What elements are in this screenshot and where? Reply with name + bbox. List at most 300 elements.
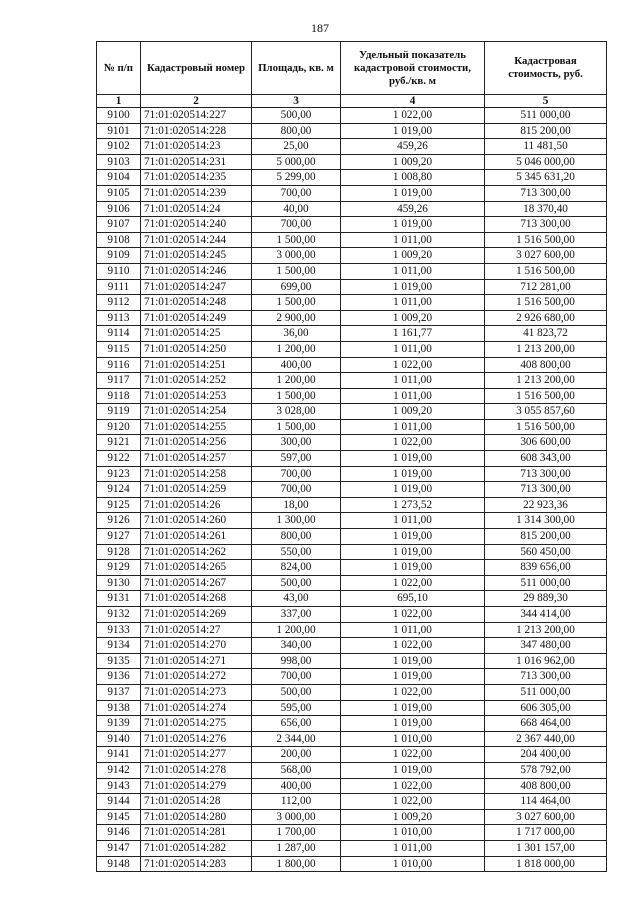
area-cell: 500,00: [252, 108, 341, 124]
cadastral-number-cell: 71:01:020514:277: [141, 747, 252, 763]
cadastral-value-cell: 606 305,00: [485, 700, 607, 716]
unit-value-cell: 1 019,00: [341, 560, 485, 576]
cadastral-number-cell: 71:01:020514:27: [141, 622, 252, 638]
row-number-cell: 9115: [97, 341, 141, 357]
unit-value-cell: 1 011,00: [341, 263, 485, 279]
cadastral-value-cell: 511 000,00: [485, 684, 607, 700]
unit-value-cell: 459,26: [341, 139, 485, 155]
unit-value-cell: 1 010,00: [341, 825, 485, 841]
row-number-cell: 9132: [97, 607, 141, 623]
table-row: [97, 794, 607, 810]
cadastral-value-cell: 1 314 300,00: [485, 513, 607, 529]
header-unit-value: Удельный показатель кадастровой стоимости, руб./кв. м: [341, 42, 485, 95]
cadastral-number-cell: 71:01:020514:283: [141, 856, 252, 872]
cadastral-number-cell: 71:01:020514:259: [141, 482, 252, 498]
cadastral-number-cell: 71:01:020514:271: [141, 653, 252, 669]
cadastral-value-cell: 578 792,00: [485, 762, 607, 778]
unit-value-cell: 1 011,00: [341, 295, 485, 311]
cadastral-value-cell: 713 300,00: [485, 466, 607, 482]
cadastral-number-cell: 71:01:020514:244: [141, 232, 252, 248]
table-row: [97, 762, 607, 778]
table-row: [97, 451, 607, 467]
cadastral-value-cell: 204 400,00: [485, 747, 607, 763]
area-cell: 400,00: [252, 778, 341, 794]
cadastral-number-cell: 71:01:020514:272: [141, 669, 252, 685]
table-row: [97, 139, 607, 155]
row-number-cell: 9142: [97, 762, 141, 778]
unit-value-cell: 1 022,00: [341, 435, 485, 451]
cadastral-value-cell: 1 516 500,00: [485, 419, 607, 435]
header-cadastral-value: Кадастровая стоимость, руб.: [485, 42, 607, 95]
cadastral-value-cell: 1 717 000,00: [485, 825, 607, 841]
cadastral-number-cell: 71:01:020514:274: [141, 700, 252, 716]
table-row: [97, 419, 607, 435]
area-cell: 1 500,00: [252, 419, 341, 435]
area-cell: 340,00: [252, 638, 341, 654]
table-row: [97, 373, 607, 389]
cadastral-value-cell: 1 213 200,00: [485, 341, 607, 357]
row-number-cell: 9141: [97, 747, 141, 763]
unit-value-cell: 1 019,00: [341, 279, 485, 295]
row-number-cell: 9126: [97, 513, 141, 529]
table-row: [97, 170, 607, 186]
area-cell: 699,00: [252, 279, 341, 295]
table-row: [97, 669, 607, 685]
cadastral-number-cell: 71:01:020514:280: [141, 809, 252, 825]
cadastral-number-cell: 71:01:020514:281: [141, 825, 252, 841]
cadastral-number-cell: 71:01:020514:247: [141, 279, 252, 295]
row-number-cell: 9116: [97, 357, 141, 373]
area-cell: 595,00: [252, 700, 341, 716]
cadastral-number-cell: 71:01:020514:246: [141, 263, 252, 279]
cadastral-number-cell: 71:01:020514:253: [141, 388, 252, 404]
cadastral-number-cell: 71:01:020514:265: [141, 560, 252, 576]
cadastral-number-cell: 71:01:020514:257: [141, 451, 252, 467]
cadastral-number-cell: 71:01:020514:282: [141, 840, 252, 856]
cadastral-value-cell: 41 823,72: [485, 326, 607, 342]
table-row: [97, 622, 607, 638]
area-cell: 700,00: [252, 466, 341, 482]
area-cell: 1 300,00: [252, 513, 341, 529]
table-row: [97, 279, 607, 295]
cadastral-value-cell: 3 027 600,00: [485, 809, 607, 825]
cadastral-number-cell: 71:01:020514:235: [141, 170, 252, 186]
table-row: [97, 404, 607, 420]
unit-value-cell: 1 011,00: [341, 232, 485, 248]
cadastral-value-cell: 511 000,00: [485, 575, 607, 591]
cadastral-number-cell: 71:01:020514:252: [141, 373, 252, 389]
area-cell: 5 299,00: [252, 170, 341, 186]
table-header-row: [97, 42, 607, 95]
unit-value-cell: 1 022,00: [341, 778, 485, 794]
cadastral-value-table: [96, 41, 607, 872]
area-cell: 1 800,00: [252, 856, 341, 872]
cadastral-value-cell: 5 046 000,00: [485, 154, 607, 170]
cadastral-number-cell: 71:01:020514:239: [141, 185, 252, 201]
table-row: [97, 185, 607, 201]
area-cell: 36,00: [252, 326, 341, 342]
row-number-cell: 9134: [97, 638, 141, 654]
table-row: [97, 638, 607, 654]
table-row: [97, 513, 607, 529]
unit-value-cell: 1 019,00: [341, 482, 485, 498]
area-cell: 700,00: [252, 669, 341, 685]
row-number-cell: 9120: [97, 419, 141, 435]
column-number: 1: [97, 95, 141, 108]
area-cell: 700,00: [252, 482, 341, 498]
area-cell: 1 500,00: [252, 232, 341, 248]
table-row: [97, 497, 607, 513]
table-row: [97, 108, 607, 124]
area-cell: 656,00: [252, 716, 341, 732]
row-number-cell: 9144: [97, 794, 141, 810]
row-number-cell: 9133: [97, 622, 141, 638]
unit-value-cell: 1 019,00: [341, 451, 485, 467]
cadastral-number-cell: 71:01:020514:251: [141, 357, 252, 373]
cadastral-value-cell: 713 300,00: [485, 482, 607, 498]
row-number-cell: 9109: [97, 248, 141, 264]
area-cell: 1 287,00: [252, 840, 341, 856]
cadastral-number-cell: 71:01:020514:276: [141, 731, 252, 747]
cadastral-value-cell: 560 450,00: [485, 544, 607, 560]
unit-value-cell: 1 009,20: [341, 248, 485, 264]
area-cell: 700,00: [252, 217, 341, 233]
unit-value-cell: 1 011,00: [341, 513, 485, 529]
unit-value-cell: 1 010,00: [341, 856, 485, 872]
area-cell: 824,00: [252, 560, 341, 576]
cadastral-number-cell: 71:01:020514:28: [141, 794, 252, 810]
table-row: [97, 388, 607, 404]
cadastral-value-cell: 114 464,00: [485, 794, 607, 810]
unit-value-cell: 1 010,00: [341, 731, 485, 747]
row-number-cell: 9138: [97, 700, 141, 716]
table-row: [97, 591, 607, 607]
cadastral-number-cell: 71:01:020514:268: [141, 591, 252, 607]
row-number-cell: 9111: [97, 279, 141, 295]
unit-value-cell: 1 019,00: [341, 123, 485, 139]
row-number-cell: 9118: [97, 388, 141, 404]
row-number-cell: 9112: [97, 295, 141, 311]
unit-value-cell: 459,26: [341, 201, 485, 217]
unit-value-cell: 1 009,20: [341, 154, 485, 170]
area-cell: 25,00: [252, 139, 341, 155]
cadastral-number-cell: 71:01:020514:256: [141, 435, 252, 451]
cadastral-value-cell: 1 516 500,00: [485, 295, 607, 311]
unit-value-cell: 1 011,00: [341, 622, 485, 638]
area-cell: 2 344,00: [252, 731, 341, 747]
table-row: [97, 700, 607, 716]
unit-value-cell: 1 011,00: [341, 388, 485, 404]
cadastral-number-cell: 71:01:020514:267: [141, 575, 252, 591]
header-row-number: № п/п: [97, 42, 141, 95]
row-number-cell: 9101: [97, 123, 141, 139]
unit-value-cell: 1 019,00: [341, 217, 485, 233]
cadastral-number-cell: 71:01:020514:278: [141, 762, 252, 778]
header-cadastral-number: Кадастровый номер: [141, 42, 252, 95]
area-cell: 1 500,00: [252, 295, 341, 311]
table-row: [97, 466, 607, 482]
cadastral-value-cell: 1 016 962,00: [485, 653, 607, 669]
table-row: [97, 341, 607, 357]
cadastral-value-cell: 511 000,00: [485, 108, 607, 124]
table-row: [97, 295, 607, 311]
area-cell: 568,00: [252, 762, 341, 778]
cadastral-value-cell: 347 480,00: [485, 638, 607, 654]
unit-value-cell: 1 161,77: [341, 326, 485, 342]
row-number-cell: 9137: [97, 684, 141, 700]
table-row: [97, 778, 607, 794]
row-number-cell: 9108: [97, 232, 141, 248]
cadastral-value-cell: 1 213 200,00: [485, 622, 607, 638]
cadastral-value-cell: 408 800,00: [485, 778, 607, 794]
cadastral-number-cell: 71:01:020514:231: [141, 154, 252, 170]
cadastral-value-cell: 713 300,00: [485, 217, 607, 233]
table-row: [97, 716, 607, 732]
row-number-cell: 9145: [97, 809, 141, 825]
row-number-cell: 9125: [97, 497, 141, 513]
unit-value-cell: 1 011,00: [341, 840, 485, 856]
cadastral-number-cell: 71:01:020514:270: [141, 638, 252, 654]
cadastral-value-cell: 2 926 680,00: [485, 310, 607, 326]
unit-value-cell: 1 022,00: [341, 684, 485, 700]
row-number-cell: 9100: [97, 108, 141, 124]
area-cell: 5 000,00: [252, 154, 341, 170]
row-number-cell: 9148: [97, 856, 141, 872]
cadastral-number-cell: 71:01:020514:258: [141, 466, 252, 482]
cadastral-number-cell: 71:01:020514:273: [141, 684, 252, 700]
cadastral-number-cell: 71:01:020514:275: [141, 716, 252, 732]
row-number-cell: 9117: [97, 373, 141, 389]
page-number: 187: [311, 21, 329, 35]
cadastral-number-cell: 71:01:020514:254: [141, 404, 252, 420]
unit-value-cell: 1 022,00: [341, 638, 485, 654]
cadastral-number-cell: 71:01:020514:260: [141, 513, 252, 529]
table-row: [97, 544, 607, 560]
area-cell: 40,00: [252, 201, 341, 217]
row-number-cell: 9119: [97, 404, 141, 420]
row-number-cell: 9131: [97, 591, 141, 607]
row-number-cell: 9105: [97, 185, 141, 201]
table-row: [97, 154, 607, 170]
row-number-cell: 9121: [97, 435, 141, 451]
cadastral-number-cell: 71:01:020514:24: [141, 201, 252, 217]
column-number: 3: [252, 95, 341, 108]
area-cell: 300,00: [252, 435, 341, 451]
cadastral-value-cell: 839 656,00: [485, 560, 607, 576]
cadastral-value-cell: 815 200,00: [485, 529, 607, 545]
area-cell: 18,00: [252, 497, 341, 513]
cadastral-value-cell: 306 600,00: [485, 435, 607, 451]
area-cell: 998,00: [252, 653, 341, 669]
table-row: [97, 856, 607, 872]
unit-value-cell: 1 019,00: [341, 669, 485, 685]
cadastral-value-cell: 408 800,00: [485, 357, 607, 373]
cadastral-number-cell: 71:01:020514:255: [141, 419, 252, 435]
table-row: [97, 684, 607, 700]
cadastral-value-cell: 2 367 440,00: [485, 731, 607, 747]
area-cell: 2 900,00: [252, 310, 341, 326]
row-number-cell: 9136: [97, 669, 141, 685]
area-cell: 3 028,00: [252, 404, 341, 420]
table-row: [97, 840, 607, 856]
row-number-cell: 9107: [97, 217, 141, 233]
unit-value-cell: 1 022,00: [341, 794, 485, 810]
row-number-cell: 9104: [97, 170, 141, 186]
column-number-row: [97, 95, 607, 108]
row-number-cell: 9102: [97, 139, 141, 155]
table-row: [97, 731, 607, 747]
cadastral-value-cell: 1 301 157,00: [485, 840, 607, 856]
cadastral-number-cell: 71:01:020514:227: [141, 108, 252, 124]
unit-value-cell: 1 011,00: [341, 341, 485, 357]
unit-value-cell: 1 019,00: [341, 762, 485, 778]
cadastral-value-cell: 815 200,00: [485, 123, 607, 139]
row-number-cell: 9129: [97, 560, 141, 576]
area-cell: 1 500,00: [252, 388, 341, 404]
cadastral-value-cell: 11 481,50: [485, 139, 607, 155]
unit-value-cell: 1 022,00: [341, 357, 485, 373]
row-number-cell: 9106: [97, 201, 141, 217]
header-area: Площадь, кв. м: [252, 42, 341, 95]
cadastral-number-cell: 71:01:020514:261: [141, 529, 252, 545]
table-row: [97, 263, 607, 279]
cadastral-number-cell: 71:01:020514:228: [141, 123, 252, 139]
cadastral-number-cell: 71:01:020514:23: [141, 139, 252, 155]
column-number: 4: [341, 95, 485, 108]
unit-value-cell: 1 009,20: [341, 404, 485, 420]
unit-value-cell: 1 019,00: [341, 185, 485, 201]
cadastral-number-cell: 71:01:020514:250: [141, 341, 252, 357]
area-cell: 500,00: [252, 684, 341, 700]
row-number-cell: 9139: [97, 716, 141, 732]
cadastral-value-cell: 608 343,00: [485, 451, 607, 467]
cadastral-value-cell: 344 414,00: [485, 607, 607, 623]
table-row: [97, 529, 607, 545]
unit-value-cell: 695,10: [341, 591, 485, 607]
area-cell: 3 000,00: [252, 809, 341, 825]
unit-value-cell: 1 008,80: [341, 170, 485, 186]
area-cell: 1 200,00: [252, 341, 341, 357]
cadastral-value-cell: 3 027 600,00: [485, 248, 607, 264]
row-number-cell: 9143: [97, 778, 141, 794]
unit-value-cell: 1 019,00: [341, 653, 485, 669]
area-cell: 500,00: [252, 575, 341, 591]
unit-value-cell: 1 011,00: [341, 373, 485, 389]
area-cell: 1 500,00: [252, 263, 341, 279]
table-row: [97, 123, 607, 139]
area-cell: 43,00: [252, 591, 341, 607]
table-row: [97, 201, 607, 217]
area-cell: 800,00: [252, 529, 341, 545]
cadastral-number-cell: 71:01:020514:240: [141, 217, 252, 233]
row-number-cell: 9135: [97, 653, 141, 669]
cadastral-value-cell: 713 300,00: [485, 185, 607, 201]
unit-value-cell: 1 019,00: [341, 544, 485, 560]
table-row: [97, 560, 607, 576]
area-cell: 112,00: [252, 794, 341, 810]
column-number: 2: [141, 95, 252, 108]
table-row: [97, 747, 607, 763]
row-number-cell: 9113: [97, 310, 141, 326]
cadastral-number-cell: 71:01:020514:249: [141, 310, 252, 326]
table-row: [97, 217, 607, 233]
cadastral-value-cell: 712 281,00: [485, 279, 607, 295]
row-number-cell: 9127: [97, 529, 141, 545]
unit-value-cell: 1 011,00: [341, 419, 485, 435]
cadastral-number-cell: 71:01:020514:279: [141, 778, 252, 794]
area-cell: 550,00: [252, 544, 341, 560]
area-cell: 200,00: [252, 747, 341, 763]
row-number-cell: 9140: [97, 731, 141, 747]
area-cell: 1 700,00: [252, 825, 341, 841]
cadastral-value-cell: 18 370,40: [485, 201, 607, 217]
row-number-cell: 9147: [97, 840, 141, 856]
table-row: [97, 248, 607, 264]
cadastral-value-cell: 1 516 500,00: [485, 232, 607, 248]
row-number-cell: 9146: [97, 825, 141, 841]
cadastral-number-cell: 71:01:020514:26: [141, 497, 252, 513]
cadastral-number-cell: 71:01:020514:262: [141, 544, 252, 560]
column-number: 5: [485, 95, 607, 108]
table-row: [97, 825, 607, 841]
cadastral-value-cell: 713 300,00: [485, 669, 607, 685]
row-number-cell: 9123: [97, 466, 141, 482]
row-number-cell: 9103: [97, 154, 141, 170]
row-number-cell: 9122: [97, 451, 141, 467]
unit-value-cell: 1 019,00: [341, 700, 485, 716]
area-cell: 337,00: [252, 607, 341, 623]
unit-value-cell: 1 019,00: [341, 716, 485, 732]
area-cell: 1 200,00: [252, 622, 341, 638]
cadastral-value-cell: 668 464,00: [485, 716, 607, 732]
row-number-cell: 9128: [97, 544, 141, 560]
table-body: [97, 108, 607, 872]
area-cell: 3 000,00: [252, 248, 341, 264]
table-row: [97, 326, 607, 342]
unit-value-cell: 1 022,00: [341, 108, 485, 124]
table-row: [97, 809, 607, 825]
cadastral-value-cell: 1 516 500,00: [485, 263, 607, 279]
unit-value-cell: 1 019,00: [341, 466, 485, 482]
table-row: [97, 435, 607, 451]
table-row: [97, 310, 607, 326]
area-cell: 597,00: [252, 451, 341, 467]
row-number-cell: 9124: [97, 482, 141, 498]
cadastral-number-cell: 71:01:020514:269: [141, 607, 252, 623]
cadastral-number-cell: 71:01:020514:248: [141, 295, 252, 311]
cadastral-number-cell: 71:01:020514:245: [141, 248, 252, 264]
unit-value-cell: 1 009,20: [341, 310, 485, 326]
unit-value-cell: 1 019,00: [341, 529, 485, 545]
cadastral-value-cell: 1 818 000,00: [485, 856, 607, 872]
area-cell: 800,00: [252, 123, 341, 139]
unit-value-cell: 1 022,00: [341, 607, 485, 623]
table-row: [97, 653, 607, 669]
cadastral-value-cell: 5 345 631,20: [485, 170, 607, 186]
unit-value-cell: 1 273,52: [341, 497, 485, 513]
cadastral-value-cell: 22 923,36: [485, 497, 607, 513]
unit-value-cell: 1 022,00: [341, 575, 485, 591]
table-row: [97, 232, 607, 248]
table-row: [97, 357, 607, 373]
table-row: [97, 482, 607, 498]
row-number-cell: 9114: [97, 326, 141, 342]
area-cell: 1 200,00: [252, 373, 341, 389]
table-row: [97, 607, 607, 623]
cadastral-value-cell: 3 055 857,60: [485, 404, 607, 420]
row-number-cell: 9130: [97, 575, 141, 591]
row-number-cell: 9110: [97, 263, 141, 279]
